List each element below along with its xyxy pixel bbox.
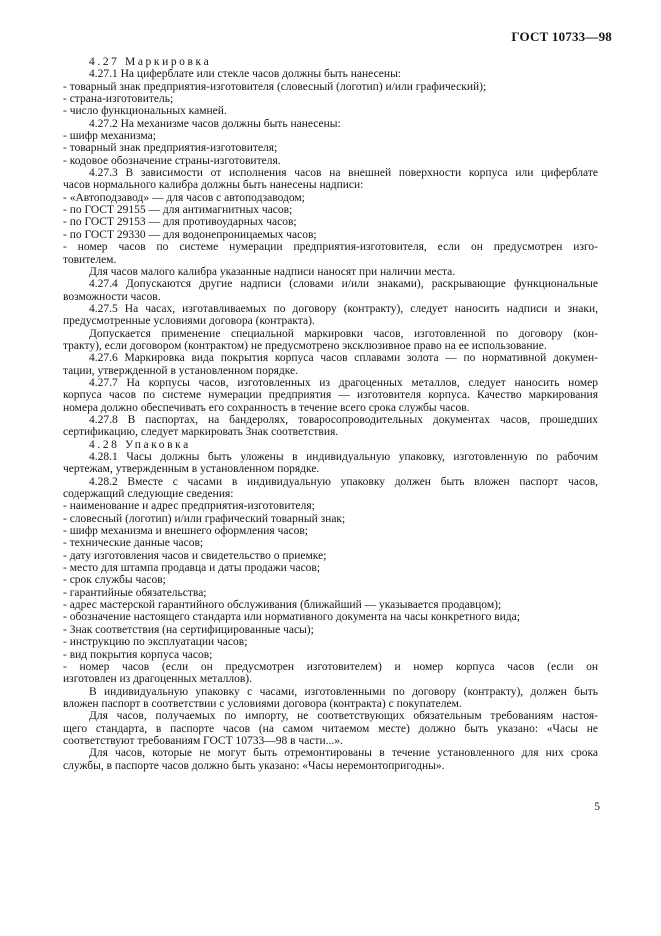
text-line: товителем.	[63, 253, 117, 266]
document-body	[63, 56, 598, 772]
text-line: 4.27.1 На циферблате или стекле часов должны быть нанесены:	[89, 68, 401, 81]
list-item: - по ГОСТ 29155 — для антимагнитных часов;	[63, 204, 293, 217]
list-item: - страна-изготовитель;	[63, 93, 174, 106]
text-line: Для часов, получаемых по импорту, не соответствующих обязательным требованиям настоя-	[89, 710, 598, 723]
text-line: сертификацию, следует маркировать Знак соответствия.	[63, 426, 339, 439]
text-line: 4.27.8 В паспортах, на бандеролях, товаросопроводительных документах часов, прошедших	[89, 413, 598, 426]
section-heading-packaging: 4.28 Упаковка	[89, 438, 191, 451]
list-item: - адрес мастерской гарантийного обслуживания (ближайший — указывается продавцом);	[63, 599, 502, 612]
list-item: - наименование и адрес предприятия-изготовителя;	[63, 500, 315, 513]
list-item: - срок службы часов;	[63, 574, 166, 587]
text-line: часов нормального калибра должны быть нанесены надписи:	[63, 179, 364, 192]
section-heading-marking: 4.27 Маркировка	[89, 56, 212, 68]
list-item: - инструкцию по эксплуатации часов;	[63, 636, 248, 649]
text-line: изготовлен из драгоценных металлов).	[63, 673, 252, 686]
list-item: - технические данные часов;	[63, 537, 204, 550]
text-line: 4.28.2 Вместе с часами в индивидуальную упаковку должен быть вложен паспорт часов,	[89, 475, 598, 488]
text-line: 4.28.1 Часы должны быть уложены в индивидуальную упаковку, изготовленную по рабочим	[89, 451, 598, 463]
text-line: предусмотренные условиями договора (контракта).	[63, 315, 315, 328]
text-line: чертежам, утвержденным в установленном порядке.	[63, 463, 320, 476]
list-item: - место для штампа продавца и даты продажи часов;	[63, 562, 321, 575]
list-item: - гарантийные обязательства;	[63, 586, 207, 599]
document-header: ГОСТ 10733—98	[511, 29, 612, 44]
text-line: возможности часов.	[63, 290, 161, 303]
list-item: - товарный знак предприятия-изготовителя;	[63, 142, 278, 155]
list-item: - шифр механизма и внешнего оформления часов;	[63, 525, 308, 538]
text-line: 4.27.3 В зависимости от исполнения часов на внешней поверхности корпуса или циферблате	[89, 167, 598, 180]
list-item: - словесный (логотип) и/или графический товарный знак;	[63, 512, 346, 525]
text-line: тации, утвержденной в установленном порядке.	[63, 364, 298, 377]
text-line: Для часов, которые не могут быть отремонтированы в течение установленного для них срока	[89, 747, 598, 760]
list-item: - вид покрытия корпуса часов;	[63, 648, 213, 661]
list-item: - товарный знак предприятия-изготовителя (словесный (логотип) и/или графический);	[63, 80, 487, 93]
list-item: - по ГОСТ 29330 — для водонепроницаемых часов;	[63, 228, 317, 241]
list-item: - «Автоподзавод» — для часов с автоподзаводом;	[63, 191, 305, 204]
text-line: содержащий следующие сведения:	[63, 488, 234, 501]
text-line: службы, в паспорте часов должно быть указано: «Часы неремонтопригодны».	[63, 759, 445, 772]
list-item: - число функциональных камней.	[63, 105, 227, 118]
list-item: - дату изготовления часов и свидетельство о приемке;	[63, 549, 327, 562]
text-line: соответствуют требованиям ГОСТ 10733—98 в части...».	[63, 734, 343, 747]
text-line: вложен паспорт в соответствии с условиями договора (контракта) с покупателем.	[63, 697, 462, 710]
list-item: - по ГОСТ 29153 — для противоударных часов;	[63, 216, 297, 229]
list-item: - Знак соответствия (на сертифицированные часы);	[63, 623, 314, 636]
text-line: корпуса часов по системе нумерации предприятия — изготовителя корпуса. Качество маркирования	[63, 389, 598, 402]
list-item: - шифр механизма;	[63, 130, 156, 143]
text-line: В индивидуальную упаковку с часами, изготовленными по договору (контракту), должен быть	[89, 685, 598, 698]
list-item: - номер часов по системе нумерации предприятия-изготовителя, если он предусмотрен изго-	[63, 241, 598, 254]
text-line: 4.27.7 На корпусы часов, изготовленных из драгоценных металлов, следует наносить номер	[89, 376, 598, 389]
list-item: - обозначение настоящего стандарта или нормативного документа на часы конкретного вида;	[63, 611, 520, 624]
text-line: 4.27.6 Маркировка вида покрытия корпуса часов сплавами золота — по нормативной докумен-	[89, 352, 598, 365]
text-line: Допускается применение специальной маркировки часов, изготовленной по договору (кон-	[89, 327, 598, 340]
text-line: номера должно обеспечивать его сохранность в течение всего срока службы часов.	[63, 401, 470, 414]
list-item: - кодовое обозначение страны-изготовителя.	[63, 154, 281, 167]
text-line: Для часов малого калибра указанные надписи наносят при наличии места.	[89, 265, 456, 278]
list-item: - номер часов (если он предусмотрен изготовителем) и номер корпуса часов (если он	[63, 660, 598, 673]
text-line: 4.27.4 Допускаются другие надписи (словами и/или знаками), раскрывающие функциональные	[89, 278, 598, 291]
text-line: 4.27.5 На часах, изготавливаемых по договору (контракту), следует наносить надписи и знаки,	[89, 302, 598, 315]
text-line: 4.27.2 На механизме часов должны быть нанесены:	[89, 117, 341, 130]
text-line: щего стандарта, в паспорте часов (на самом читаемом месте) должно быть указано: «Часы не	[63, 722, 598, 735]
text-line: тракту), если договором (контрактом) не предусмотрено эксклюзивное право на ее использование.	[63, 339, 547, 352]
page-number: 5	[594, 801, 600, 813]
